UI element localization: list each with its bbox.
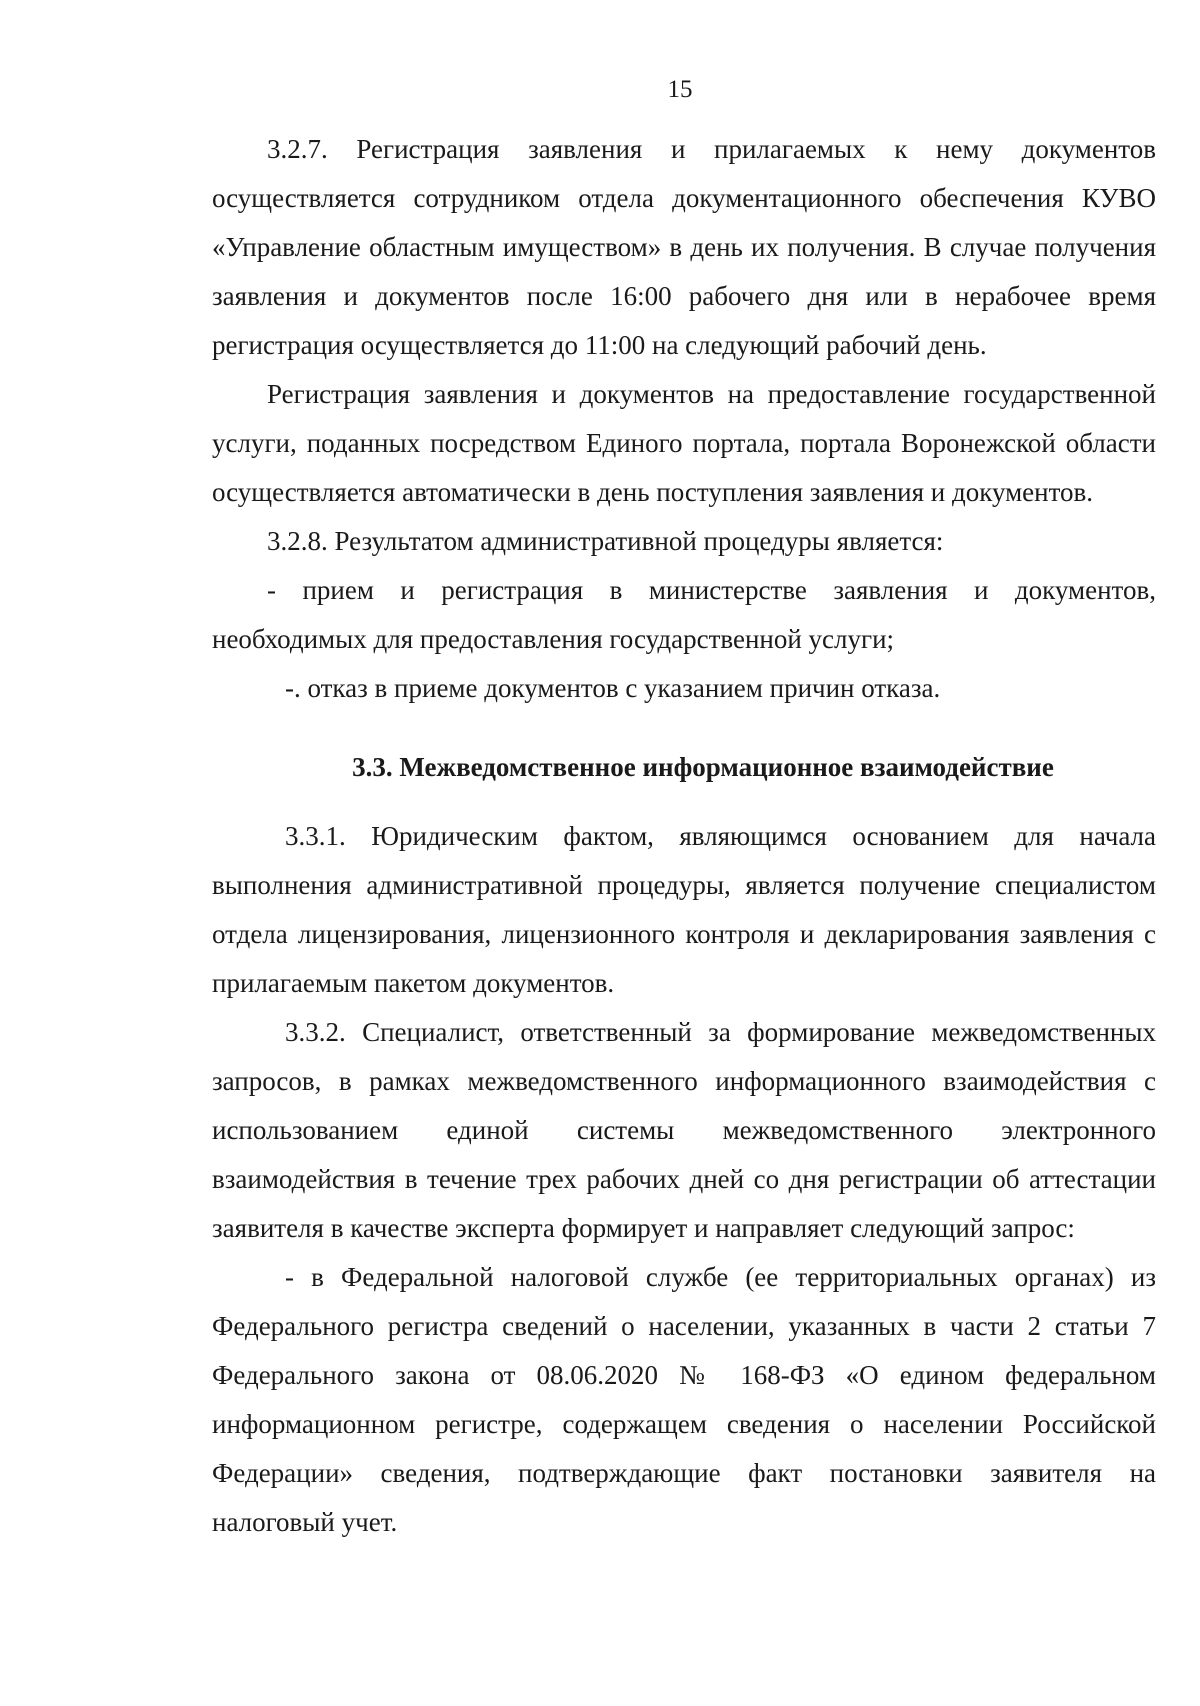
paragraph-3-2-8: 3.2.8. Результатом административной процедуры является: xyxy=(267,526,944,556)
paragraph-3-3-2: 3.3.2. Специалист, ответственный за формирование межведомственных запросов, в рамках межведомственного информационного взаимодействия с использованием единой системы межведомственного электронного взаимодействия в течение трех рабочих дней со дня регистрации об аттестации заявителя в качестве эксперта формирует и направляет следующий запрос: xyxy=(212,1017,1156,1243)
page-number: 15 xyxy=(667,76,693,103)
document-body xyxy=(212,125,1156,1547)
paragraph-3-2-7: 3.2.7. Регистрация заявления и прилагаемых к нему документов осуществляется сотрудником отдела документационного обеспечения КУВО «Управление областным имуществом» в день их получения. В случае получения заявления и документов после 16:00 рабочего дня или в нерабочее время регистрация осуществляется до 11:00 на следующий рабочий день. xyxy=(212,134,1156,360)
paragraph-registration-portal: Регистрация заявления и документов на предоставление государственной услуги, поданных посредством Единого портала, портала Воронежской области осуществляется автоматически в день поступления заявления и документов. xyxy=(212,379,1156,507)
list-item-refusal: -. отказ в приеме документов с указанием причин отказа. xyxy=(285,673,941,703)
list-item-reception: - прием и регистрация в министерстве заявления и документов, необходимых для предоставления государственной услуги; xyxy=(212,575,1156,654)
list-item-tax-service: - в Федеральной налоговой службе (ее территориальных органах) из Федерального регистра сведений о населении, указанных в части 2 статьи 7 Федерального закона от 08.06.2020 № 168-ФЗ «О едином федеральном информационном регистре, содержащем сведения о населении Российской Федерации» сведения, подтверждающие факт постановки заявителя на налоговый учет. xyxy=(212,1262,1156,1537)
section-heading: 3.3. Межведомственное информационное взаимодействие xyxy=(352,752,1054,782)
paragraph-3-3-1: 3.3.1. Юридическим фактом, являющимся основанием для начала выполнения административной процедуры, является получение специалистом отдела лицензирования, лицензионного контроля и декларирования заявления с прилагаемым пакетом документов. xyxy=(212,821,1156,998)
